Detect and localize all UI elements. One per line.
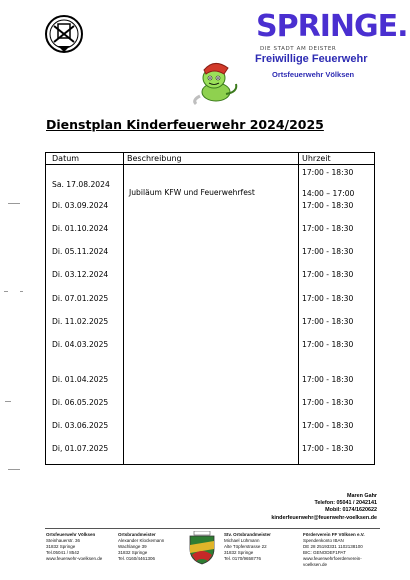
contact-name: Maren Gahr — [347, 493, 377, 499]
fire-brigade-emblem-icon — [44, 12, 84, 58]
column-header-datum: Datum — [52, 154, 80, 163]
footer-line: voelksen.de — [303, 562, 328, 567]
dragon-mascot-icon — [190, 56, 242, 106]
footer-line: 31832 Springe — [224, 550, 254, 555]
row-date: Di. 03.06.2025 — [52, 421, 109, 430]
row-date: Di. 04.03.2025 — [52, 340, 109, 349]
footer-heading: Stv. Ortsbrandmeister — [224, 532, 271, 537]
row-date: Di. 03.12.2024 — [52, 270, 109, 279]
row-time: 17:00 - 18:30 — [302, 201, 354, 210]
brand-word: SPRINGE. — [256, 9, 408, 44]
row-time: 17:00 - 18:30 — [302, 168, 354, 177]
row-time: 17:00 - 18:30 — [302, 270, 354, 279]
footer-line: Tel. 0170/9658776 — [224, 556, 262, 561]
row-time: 14:00 – 17:00 — [302, 189, 355, 198]
footer-line: 31832 Springe — [118, 550, 148, 555]
row-date: Di. 11.02.2025 — [52, 317, 109, 326]
margin-mark — [8, 469, 20, 470]
contact-mobile: Mobil: 0174/1620622 — [325, 507, 377, 514]
footer-line: Alexander Klockemann — [118, 538, 165, 543]
footer-line: BIC: GENODEF1PAT — [303, 550, 346, 555]
row-time: 17:00 - 18:30 — [302, 421, 354, 430]
row-time: 17:00 - 18:30 — [302, 444, 354, 453]
footer-line: Tel. 0160/4461306 — [118, 556, 156, 561]
contact-email: kinderfeuerwehr@feuerwehr-voelksen.de — [271, 514, 377, 521]
footer-column-chief — [118, 532, 164, 562]
springe-logo — [256, 9, 408, 52]
footer-line: Spendenkonto IBAN — [303, 538, 344, 543]
margin-mark — [4, 291, 8, 292]
row-date: Sa. 17.08.2024 — [52, 180, 110, 189]
column-header-uhrzeit: Uhrzeit — [302, 154, 331, 163]
footer-heading: Förderverein FF Völksen e.V. — [303, 532, 365, 537]
row-time: 17:00 - 18:30 — [302, 317, 354, 326]
row-time: 17:00 - 18:30 — [302, 247, 354, 256]
row-time: 17:00 - 18:30 — [302, 375, 354, 384]
contact-phone: Telefon: 05041 / 2042141 — [314, 500, 377, 507]
footer-divider — [45, 528, 380, 529]
margin-mark — [20, 291, 23, 292]
row-time: 17:00 - 18:30 — [302, 294, 354, 303]
org-subtitle: Ortsfeuerwehr Völksen — [272, 70, 355, 79]
footer-line: Alte Töpferstrasse 22 — [224, 544, 267, 549]
footer-heading: Ortsfeuerwehr Völksen — [46, 532, 96, 537]
page-title: Dienstplan Kinderfeuerwehr 2024/2025 — [46, 117, 324, 132]
footer-column-association — [303, 532, 365, 568]
schedule-table — [45, 152, 375, 465]
footer-column-deputy — [224, 532, 271, 562]
org-title: Freiwillige Feuerwehr — [255, 53, 368, 65]
margin-mark — [8, 203, 20, 204]
footer-heading: Ortsbrandmeister — [118, 532, 156, 537]
header-divider — [46, 164, 374, 165]
footer-column-station — [46, 532, 102, 562]
row-time: 17:00 - 18:30 — [302, 340, 354, 349]
row-date: Di. 06.05.2025 — [52, 398, 109, 407]
row-date: Di. 07.01.2025 — [52, 294, 109, 303]
footer-line: Michael Lühmann — [224, 538, 260, 543]
footer-line: Tel.05041 / 8542 — [46, 550, 80, 555]
row-date: Di, 01.07.2025 — [52, 444, 109, 453]
contact-block — [271, 493, 377, 522]
row-time: 17:00 - 18:30 — [302, 398, 354, 407]
margin-mark — [5, 401, 11, 402]
row-date: Di. 01.10.2024 — [52, 224, 109, 233]
footer-line: 31832 Springe — [46, 544, 76, 549]
footer-line: www.feuerwehr-voelksen.de — [46, 556, 103, 561]
footer-line: DE 28 25193331 1102138100 — [303, 544, 363, 549]
row-description: Jubiläum KFW und Feuerwehrfest — [129, 188, 255, 197]
row-time: 17:00 - 18:30 — [302, 224, 354, 233]
column-header-beschreibung: Beschreibung — [127, 154, 182, 163]
row-date: Di. 01.04.2025 — [52, 375, 109, 384]
footer-line: Steinhauerstr. 36 — [46, 538, 81, 543]
footer-line: www.feuerwehrfoerderverein- — [303, 556, 362, 561]
footer-line: Wachlange 39 — [118, 544, 147, 549]
row-date: Di. 03.09.2024 — [52, 201, 109, 210]
column-divider — [298, 153, 299, 464]
brand-tagline: DIE STADT AM DEISTER — [260, 46, 337, 52]
coat-of-arms-icon — [188, 531, 216, 565]
column-divider — [123, 153, 124, 464]
row-date: Di. 05.11.2024 — [52, 247, 109, 256]
